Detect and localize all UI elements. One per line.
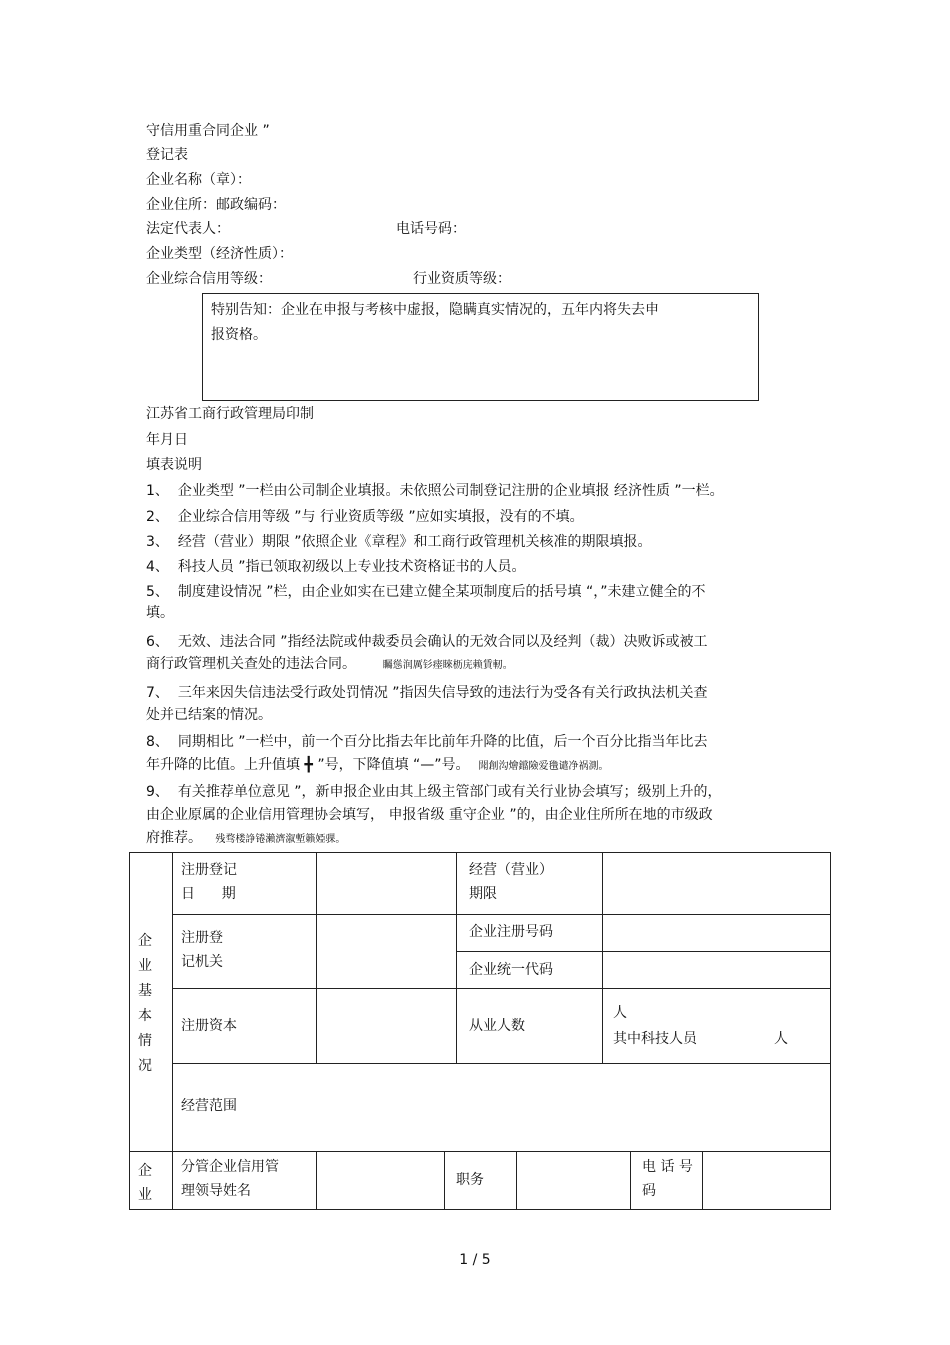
- tech-staff-label: 其中科技人员: [613, 1031, 697, 1047]
- credit-level-label: 企业综合信用等级：: [146, 271, 272, 287]
- position-field[interactable]: [518, 1152, 629, 1209]
- instruction-continuation: 填。: [146, 605, 174, 621]
- credit-leader-label-line1: 分管企业信用管: [181, 1159, 279, 1175]
- instruction-item: [146, 508, 584, 526]
- scope-label: 经营范围: [181, 1098, 237, 1114]
- form-subtitle: 登记表: [146, 147, 188, 163]
- instruction-text: 三年来因失信违法受行政处罚情况 ”指因失信导致的违法行为受各有关行政执法机关查: [177, 685, 708, 701]
- capital-label: 注册资本: [181, 1018, 237, 1034]
- instruction-number: 5、: [146, 584, 169, 600]
- instruction-text: 制度建设情况 ”栏，由企业如实在已建立健全某项制度后的括号填 “，”未建立健全的不: [177, 584, 706, 600]
- position-label: 职务: [456, 1172, 484, 1188]
- legal-rep-label: 法定代表人：: [146, 221, 230, 237]
- form-title: 守信用重合同企业 ”: [146, 123, 270, 139]
- instruction-text: 有关推荐单位意见 ”，新申报企业由其上级主管部门或有关行业协会填写；级别上升的，: [177, 784, 722, 800]
- instruction-tail: 矚慫润厲钐瘗睞枥庑赖賃軔。: [382, 660, 513, 671]
- instruction-number: 7、: [146, 685, 169, 701]
- instruction-continuation: 由企业原属的企业信用管理协会填写， 申报省级 重守企业 ”的，由企业住所所在地的市级政: [146, 807, 713, 823]
- term-label-line2: 期限: [469, 886, 497, 902]
- instruction-number: 6、: [146, 634, 169, 650]
- instruction-item: [146, 633, 708, 651]
- instruction-item: [146, 533, 652, 551]
- reg-number-field[interactable]: [604, 915, 829, 951]
- address-label: 企业住所：邮政编码：: [146, 197, 286, 213]
- instruction-item: [146, 783, 722, 801]
- instruction-text: 年升降的比值。上升值填 ╋ ”号，下降值填 “—”号。: [146, 757, 470, 773]
- instruction-text: 科技人员 ”指已领取初级以上专业技术资格证书的人员。: [177, 559, 526, 575]
- credit-leader-label: [181, 1155, 279, 1203]
- instruction-item: [146, 558, 526, 576]
- notice-line-2: 报资格。: [211, 327, 267, 343]
- employees-label: 从业人数: [469, 1018, 525, 1034]
- reg-date-label-line2: 日 期: [181, 886, 236, 902]
- date-line: 年月日: [146, 432, 188, 448]
- special-notice-box: [202, 293, 759, 401]
- instruction-text: 无效、违法合同 ”指经法院或仲裁委员会确认的无效合同以及经判（裁）决败诉或被工: [177, 634, 708, 650]
- reg-authority-field[interactable]: [318, 915, 455, 988]
- capital-field[interactable]: [318, 989, 455, 1063]
- instruction-number: 2、: [146, 509, 169, 525]
- term-label-line1: 经营（营业）: [469, 862, 553, 878]
- section-label-char: 本: [138, 1008, 152, 1024]
- section-label-char: 业: [138, 958, 152, 974]
- leader-phone-label: [642, 1155, 693, 1203]
- instruction-continuation: [146, 829, 345, 849]
- unified-code-field[interactable]: [604, 952, 829, 988]
- reg-authority-label: [181, 926, 223, 974]
- printed-by: 江苏省工商行政管理局印制: [146, 406, 314, 422]
- reg-date-label: [181, 858, 237, 906]
- page-number: 1 / 5: [459, 1252, 491, 1268]
- instruction-item: [146, 684, 708, 702]
- instruction-continuation: 处并已结案的情况。: [146, 707, 272, 723]
- reg-authority-label-line2: 记机关: [181, 954, 223, 970]
- instruction-text: 府推荐。: [146, 830, 202, 846]
- scope-field[interactable]: [318, 1064, 829, 1151]
- unified-code-label: 企业统一代码: [469, 962, 553, 978]
- instruction-number: 1、: [146, 483, 169, 499]
- leader-phone-label-line1: 电 话 号: [642, 1159, 693, 1175]
- instruction-tail: 聞創沟燴鐺險爱氇谴净祸測。: [478, 761, 609, 772]
- instruction-item: [146, 733, 708, 751]
- section-label-char: 业: [138, 1187, 152, 1203]
- instruction-number: 8、: [146, 734, 169, 750]
- credit-leader-label-line2: 理领导姓名: [181, 1183, 251, 1199]
- instruction-text: 经营（营业）期限 ”依照企业《章程》和工商行政管理机关核准的期限填报。: [177, 534, 652, 550]
- notice-line-1: 特别告知：企业在申报与考核中虚报，隐瞒真实情况的，五年内将失去申: [211, 302, 659, 318]
- section-label-char: 企: [138, 933, 152, 949]
- instruction-text: 同期相比 ”一栏中，前一个百分比指去年比前年升降的比值，后一个百分比指当年比去: [177, 734, 708, 750]
- employees-unit: 人: [613, 1005, 627, 1021]
- section-label-char: 况: [138, 1058, 152, 1074]
- tech-staff-unit: 人: [774, 1031, 788, 1047]
- enterprise-type-label: 企业类型（经济性质）：: [146, 246, 293, 262]
- instruction-item: [146, 583, 706, 601]
- term-field[interactable]: [604, 853, 829, 914]
- instruction-item: [146, 482, 724, 500]
- instructions-heading: 填表说明: [146, 457, 202, 473]
- instruction-number: 4、: [146, 559, 169, 575]
- instruction-continuation: [146, 655, 513, 675]
- instruction-continuation: [146, 756, 608, 776]
- instruction-text: 企业类型 ”一栏由公司制企业填报。未依照公司制登记注册的企业填报 经济性质 ”一栏。: [177, 483, 724, 499]
- instruction-tail: 残骛楼諍锩瀨濟溆塹籟婭骒。: [215, 834, 346, 845]
- reg-date-field[interactable]: [318, 853, 455, 914]
- section-label-char: 企: [138, 1163, 152, 1179]
- section-label-char: 基: [138, 983, 152, 999]
- credit-leader-field[interactable]: [318, 1152, 443, 1209]
- company-name-label: 企业名称（章）：: [146, 172, 251, 188]
- reg-number-label: 企业注册号码: [469, 924, 553, 940]
- industry-level-label: 行业资质等级：: [413, 271, 511, 287]
- reg-authority-label-line1: 注册登: [181, 930, 223, 946]
- term-label: [469, 858, 553, 906]
- instruction-text: 商行政管理机关查处的违法合同。: [146, 656, 356, 672]
- section-label-char: 情: [138, 1033, 152, 1049]
- leader-phone-label-line2: 码: [642, 1183, 656, 1199]
- instruction-number: 9、: [146, 784, 169, 800]
- leader-phone-field[interactable]: [704, 1152, 829, 1209]
- reg-date-label-line1: 注册登记: [181, 862, 237, 878]
- phone-label: 电话号码：: [396, 221, 466, 237]
- instruction-number: 3、: [146, 534, 169, 550]
- instruction-text: 企业综合信用等级 ”与 行业资质等级 ”应如实填报，没有的不填。: [177, 509, 584, 525]
